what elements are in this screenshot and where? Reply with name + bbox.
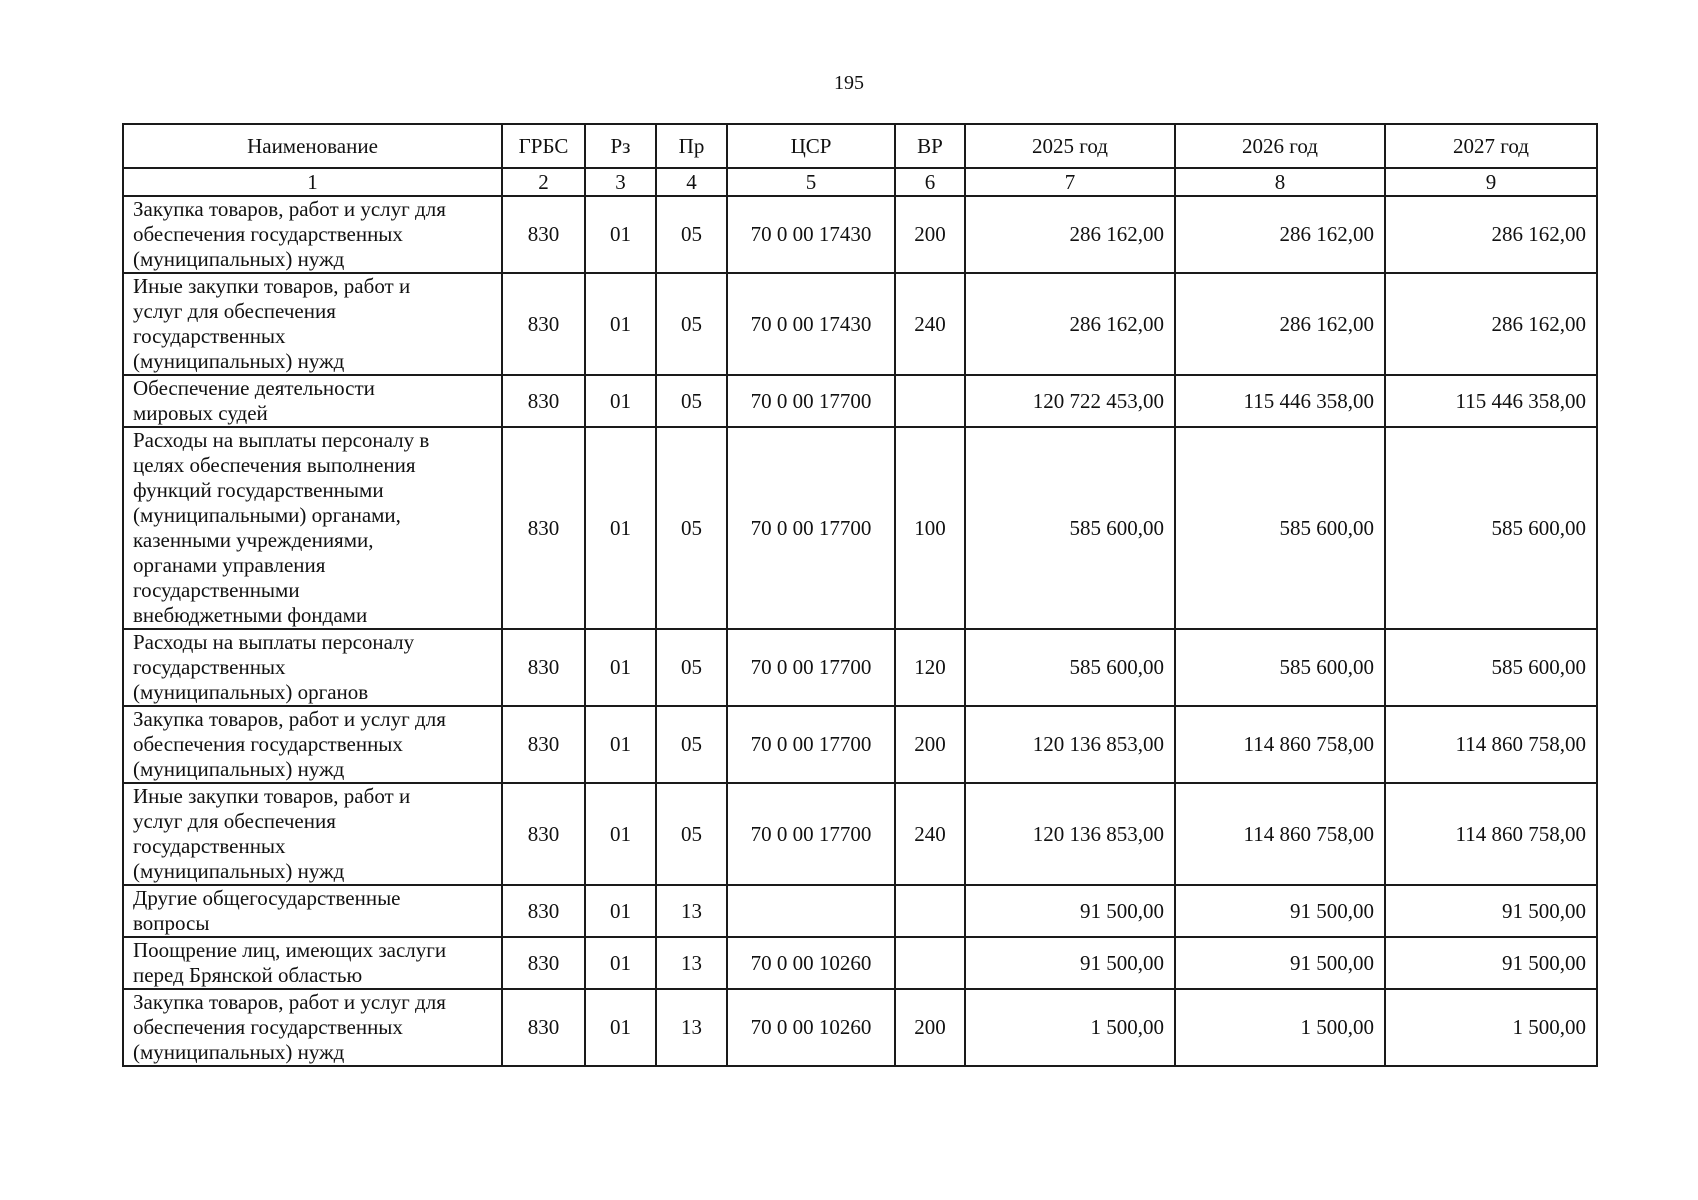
cell-pr: 05	[656, 375, 727, 427]
cell-rz: 01	[585, 375, 656, 427]
cell-grbs: 830	[502, 783, 585, 885]
cell-name-line: (муниципальных) нужд	[133, 757, 345, 781]
cell-2025: 585 600,00	[965, 427, 1175, 629]
cell-name-line: (муниципальных) нужд	[133, 859, 345, 883]
cell-pr: 05	[656, 196, 727, 273]
cell-2026: 286 162,00	[1175, 273, 1385, 375]
cell-name-line: Обеспечение деятельности	[133, 376, 375, 400]
cell-name-line: Расходы на выплаты персоналу	[133, 630, 415, 654]
cell-name	[123, 196, 502, 273]
cell-name-line: обеспечения государственных	[133, 732, 403, 756]
cell-name-line: вопросы	[133, 911, 210, 935]
cell-name-line: (муниципальными) органами,	[133, 503, 401, 527]
cell-name	[123, 937, 502, 989]
cell-2027: 286 162,00	[1385, 273, 1597, 375]
cell-vr: 240	[895, 273, 965, 375]
cell-name	[123, 885, 502, 937]
cell-vr	[895, 937, 965, 989]
cell-csr: 70 0 00 10260	[727, 989, 895, 1066]
table-row	[123, 989, 1597, 1066]
cell-rz: 01	[585, 937, 656, 989]
cell-name-line: целях обеспечения выполнения	[133, 453, 416, 477]
cell-name-line: (муниципальных) нужд	[133, 247, 345, 271]
cell-csr: 70 0 00 17700	[727, 375, 895, 427]
header-2025: 2025 год	[965, 124, 1175, 168]
cell-2027: 585 600,00	[1385, 629, 1597, 706]
header-csr: ЦСР	[727, 124, 895, 168]
cell-2026: 585 600,00	[1175, 427, 1385, 629]
cell-grbs: 830	[502, 273, 585, 375]
column-number: 6	[895, 168, 965, 196]
column-number-row	[123, 168, 1597, 196]
cell-rz: 01	[585, 196, 656, 273]
cell-name-line: государственных	[133, 834, 286, 858]
cell-name-line: Закупка товаров, работ и услуг для	[133, 990, 446, 1014]
cell-2026: 286 162,00	[1175, 196, 1385, 273]
header-row	[123, 124, 1597, 168]
table-row	[123, 706, 1597, 783]
cell-vr: 120	[895, 629, 965, 706]
cell-name-line: (муниципальных) органов	[133, 680, 369, 704]
column-number: 7	[965, 168, 1175, 196]
cell-name-line: Закупка товаров, работ и услуг для	[133, 197, 446, 221]
cell-grbs: 830	[502, 989, 585, 1066]
cell-vr: 100	[895, 427, 965, 629]
cell-name-line: обеспечения государственных	[133, 1015, 403, 1039]
cell-csr: 70 0 00 17700	[727, 706, 895, 783]
cell-csr: 70 0 00 17430	[727, 273, 895, 375]
table-row	[123, 427, 1597, 629]
cell-2025: 120 722 453,00	[965, 375, 1175, 427]
cell-name-line: государственных	[133, 324, 286, 348]
cell-pr: 05	[656, 706, 727, 783]
cell-rz: 01	[585, 885, 656, 937]
table-body	[123, 196, 1597, 1066]
cell-grbs: 830	[502, 706, 585, 783]
cell-2025: 120 136 853,00	[965, 706, 1175, 783]
budget-table	[122, 123, 1598, 1067]
cell-name	[123, 783, 502, 885]
table-row	[123, 375, 1597, 427]
cell-csr: 70 0 00 10260	[727, 937, 895, 989]
cell-name	[123, 989, 502, 1066]
cell-csr: 70 0 00 17700	[727, 427, 895, 629]
cell-csr: 70 0 00 17700	[727, 629, 895, 706]
cell-name-line: (муниципальных) нужд	[133, 349, 345, 373]
cell-vr: 200	[895, 989, 965, 1066]
cell-grbs: 830	[502, 885, 585, 937]
page-number: 195	[834, 72, 864, 94]
cell-name-line: услуг для обеспечения	[133, 809, 336, 833]
cell-name	[123, 375, 502, 427]
cell-pr: 05	[656, 427, 727, 629]
cell-2026: 91 500,00	[1175, 885, 1385, 937]
cell-csr	[727, 885, 895, 937]
cell-grbs: 830	[502, 427, 585, 629]
cell-name-line: органами управления	[133, 553, 326, 577]
cell-name-line: государственными	[133, 578, 300, 602]
cell-name	[123, 273, 502, 375]
cell-2026: 585 600,00	[1175, 629, 1385, 706]
table-row	[123, 629, 1597, 706]
cell-rz: 01	[585, 989, 656, 1066]
cell-2025: 1 500,00	[965, 989, 1175, 1066]
cell-pr: 13	[656, 989, 727, 1066]
cell-name-line: казенными учреждениями,	[133, 528, 374, 552]
column-number: 4	[656, 168, 727, 196]
column-number: 3	[585, 168, 656, 196]
cell-vr	[895, 375, 965, 427]
column-number: 2	[502, 168, 585, 196]
cell-2027: 91 500,00	[1385, 885, 1597, 937]
cell-2026: 114 860 758,00	[1175, 706, 1385, 783]
cell-name-line: Расходы на выплаты персоналу в	[133, 428, 430, 452]
cell-2027: 91 500,00	[1385, 937, 1597, 989]
table-row	[123, 273, 1597, 375]
header-rz: Рз	[585, 124, 656, 168]
cell-name-line: Иные закупки товаров, работ и	[133, 274, 411, 298]
cell-grbs: 830	[502, 937, 585, 989]
cell-grbs: 830	[502, 196, 585, 273]
cell-csr: 70 0 00 17430	[727, 196, 895, 273]
cell-name	[123, 629, 502, 706]
header-2026: 2026 год	[1175, 124, 1385, 168]
cell-2025: 91 500,00	[965, 937, 1175, 989]
column-number: 1	[123, 168, 502, 196]
cell-name-line: обеспечения государственных	[133, 222, 403, 246]
cell-rz: 01	[585, 629, 656, 706]
header-pr: Пр	[656, 124, 727, 168]
cell-vr: 200	[895, 196, 965, 273]
header-name: Наименование	[123, 124, 502, 168]
cell-name-line: мировых судей	[133, 401, 268, 425]
column-number: 9	[1385, 168, 1597, 196]
cell-2027: 115 446 358,00	[1385, 375, 1597, 427]
table-row	[123, 937, 1597, 989]
cell-2027: 585 600,00	[1385, 427, 1597, 629]
cell-pr: 13	[656, 937, 727, 989]
cell-name-line: (муниципальных) нужд	[133, 1040, 345, 1064]
header-grbs: ГРБС	[502, 124, 585, 168]
table-row	[123, 885, 1597, 937]
cell-pr: 13	[656, 885, 727, 937]
cell-2026: 91 500,00	[1175, 937, 1385, 989]
table-row	[123, 196, 1597, 273]
cell-name	[123, 706, 502, 783]
cell-rz: 01	[585, 427, 656, 629]
cell-vr: 240	[895, 783, 965, 885]
cell-name-line: государственных	[133, 655, 286, 679]
cell-rz: 01	[585, 783, 656, 885]
cell-2025: 120 136 853,00	[965, 783, 1175, 885]
cell-2027: 114 860 758,00	[1385, 783, 1597, 885]
cell-name-line: Закупка товаров, работ и услуг для	[133, 707, 446, 731]
cell-name-line: Поощрение лиц, имеющих заслуги	[133, 938, 447, 962]
header-2027: 2027 год	[1385, 124, 1597, 168]
cell-2027: 286 162,00	[1385, 196, 1597, 273]
cell-name-line: перед Брянской областью	[133, 963, 363, 987]
header-vr: ВР	[895, 124, 965, 168]
cell-name-line: внебюджетными фондами	[133, 603, 368, 627]
cell-rz: 01	[585, 273, 656, 375]
cell-name-line: функций государственными	[133, 478, 384, 502]
cell-2025: 286 162,00	[965, 273, 1175, 375]
cell-2026: 114 860 758,00	[1175, 783, 1385, 885]
cell-2026: 1 500,00	[1175, 989, 1385, 1066]
cell-name-line: Иные закупки товаров, работ и	[133, 784, 411, 808]
cell-2026: 115 446 358,00	[1175, 375, 1385, 427]
cell-2027: 114 860 758,00	[1385, 706, 1597, 783]
cell-pr: 05	[656, 629, 727, 706]
cell-vr	[895, 885, 965, 937]
cell-csr: 70 0 00 17700	[727, 783, 895, 885]
cell-2027: 1 500,00	[1385, 989, 1597, 1066]
table-row	[123, 783, 1597, 885]
cell-vr: 200	[895, 706, 965, 783]
cell-name-line: Другие общегосударственные	[133, 886, 401, 910]
cell-2025: 585 600,00	[965, 629, 1175, 706]
cell-grbs: 830	[502, 375, 585, 427]
cell-name	[123, 427, 502, 629]
cell-name-line: услуг для обеспечения	[133, 299, 336, 323]
cell-2025: 286 162,00	[965, 196, 1175, 273]
cell-grbs: 830	[502, 629, 585, 706]
column-number: 5	[727, 168, 895, 196]
cell-2025: 91 500,00	[965, 885, 1175, 937]
column-number: 8	[1175, 168, 1385, 196]
cell-rz: 01	[585, 706, 656, 783]
cell-pr: 05	[656, 783, 727, 885]
cell-pr: 05	[656, 273, 727, 375]
